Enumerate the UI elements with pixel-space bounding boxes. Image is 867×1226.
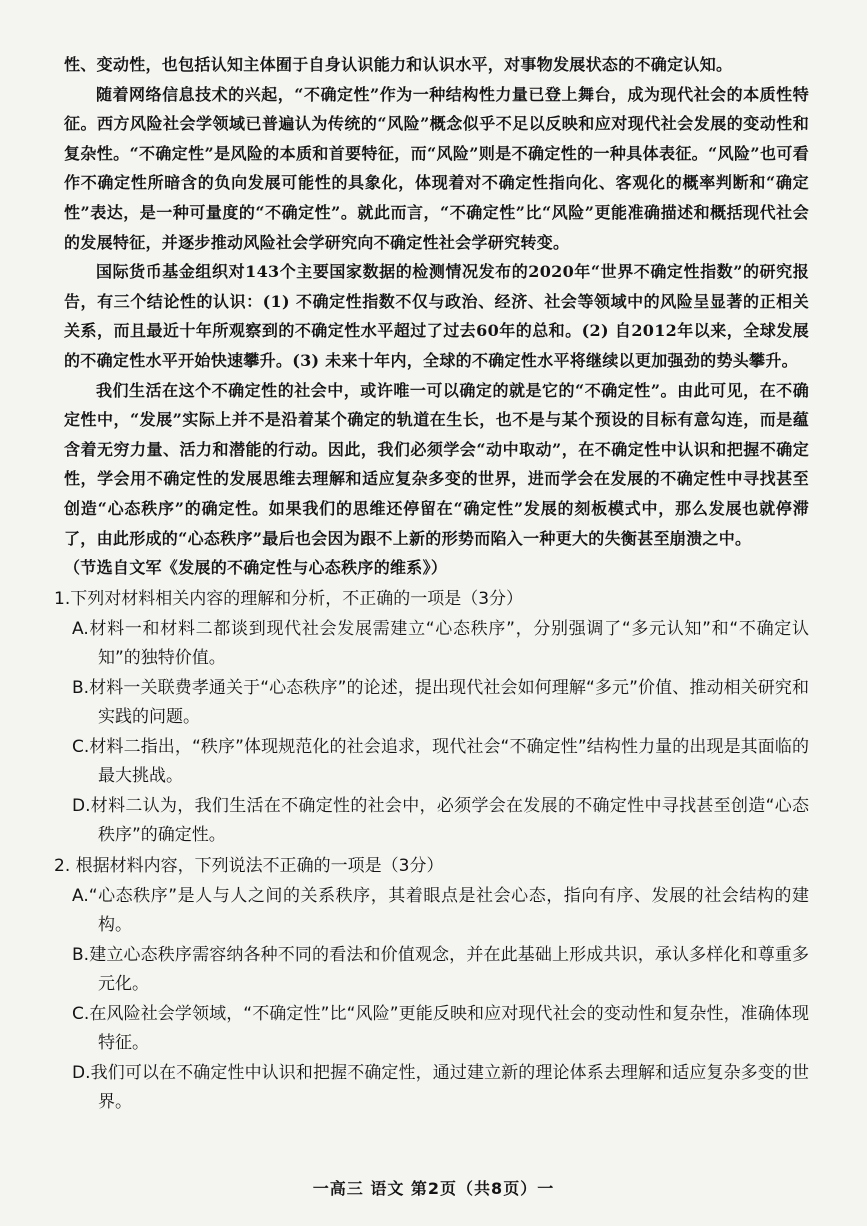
option-a [72, 615, 809, 673]
option-text: 建立心态秩序需容纳各种不同的看法和价值观念，并在此基础上形成共识，承认多样化和尊重多元化。 [89, 944, 809, 994]
option-letter: A. [72, 618, 89, 639]
option-text: 材料一关联费孝通关于“心态秩序”的论述，提出现代社会如何理解“多元”价值、推动相关研究和实践的问题。 [89, 677, 809, 727]
option-letter: D. [72, 1062, 91, 1083]
option-text: 材料二指出，“秩序”体现规范化的社会追求，现代社会“不确定性”结构性力量的出现是其面临的最大挑战。 [89, 736, 809, 786]
question-1 [54, 585, 809, 850]
question-stem: 2. 根据材料内容，下列说法不正确的一项是（3分） [54, 855, 444, 876]
option-letter: C. [72, 1003, 90, 1024]
option-text: 我们可以在不确定性中认识和把握不确定性，通过建立新的理论体系去理解和适应复杂多变的世界。 [90, 1062, 809, 1112]
option-letter: C. [72, 736, 90, 757]
passage-paragraph: 我们生活在这个不确定性的社会中，或许唯一可以确定的就是它的“不确定性”。由此可见，在不确定性中，“发展”实际上并不是沿着某个确定的轨道在生长，也不是与某个预设的目标有意勾连，而是蕴含着无穷力量、活力和潜能的行动。因此，我们必须学会“动中取动”，在不确定性中认识和把握不确定性，学会用不确定性的发展思维去理解和适应复杂多变的世界，进而学会在发展的不确定性中寻找甚至创造“心态秩序”的确定性。如果我们的思维还停留在“确定性”发展的刻板模式中，那么发展也就停滞了，由此形成的“心态秩序”最后也会因为跟不上新的形势而陷入一种更大的失衡甚至崩溃之中。 [64, 380, 809, 548]
option-text: 材料二认为，我们生活在不确定性的社会中，必须学会在发展的不确定性中寻找甚至创造“心态秩序”的确定性。 [90, 795, 809, 845]
option-letter: D. [72, 795, 91, 816]
option-letter: B. [72, 944, 90, 965]
option-a [72, 882, 809, 940]
option-d [72, 1059, 809, 1117]
passage-paragraph: 性、变动性，也包括认知主体囿于自身认识能力和认识水平，对事物发展状态的不确定认知。 [64, 55, 733, 74]
option-c [72, 1000, 809, 1058]
question-stem: 1.下列对材料相关内容的理解和分析，不正确的一项是（3分） [54, 588, 524, 609]
option-letter: A. [72, 885, 89, 906]
option-b [72, 674, 809, 732]
option-b [72, 941, 809, 999]
question-2 [54, 852, 809, 1117]
option-text: 材料一和材料二都谈到现代社会发展需建立“心态秩序”，分别强调了“多元认知”和“不确定认知”的独特价值。 [88, 618, 809, 668]
passage-source: （节选自文军《发展的不确定性与心态秩序的维系》） [64, 558, 448, 578]
reading-passage [64, 50, 809, 583]
passage-paragraph: 国际货币基金组织对143个主要国家数据的检测情况发布的2020年“世界不确定性指数”的研究报告，有三个结论性的认识：(1) 不确定性指数不仅与政治、经济、社会等领域中的风险呈显著的正相关关系，而且最近十年所观察到的不确定性水平超过了过去60年的总和。(2) 自2012年以来，全球发展的不确定性水平开始快速攀升。(3) 未来十年内，全球的不确定性水平将继续以更加强劲的势头攀升。 [64, 262, 809, 370]
question-list [54, 585, 809, 1117]
option-d [72, 792, 809, 850]
option-letter: B. [72, 677, 90, 698]
page-footer: 一高三 语文 第2页（共8页）一 [312, 1179, 555, 1198]
passage-paragraph: 随着网络信息技术的兴起，“不确定性”作为一种结构性力量已登上舞台，成为现代社会的本质性特征。西方风险社会学领域已普遍认为传统的“风险”概念似乎不足以反映和应对现代社会发展的变动性和复杂性。“不确定性”是风险的本质和首要特征，而“风险”则是不确定性的一种具体表征。“风险”也可看作不确定性所暗含的负向发展可能性的具象化，体现着对不确定性指向化、客观化的概率判断和“确定性”表达，是一种可量度的“不确定性”。就此而言，“不确定性”比“风险”更能准确描述和概括现代社会的发展特征，并逐步推动风险社会学研究向不确定性社会学研究转变。 [64, 84, 809, 252]
option-text: 在风险社会学领域，“不确定性”比“风险”更能反映和应对现代社会的变动性和复杂性，准确体现特征。 [89, 1003, 809, 1053]
option-c [72, 733, 809, 791]
option-text: “心态秩序”是人与人之间的关系秩序，其着眼点是社会心态，指向有序、发展的社会结构的建构。 [88, 885, 809, 935]
